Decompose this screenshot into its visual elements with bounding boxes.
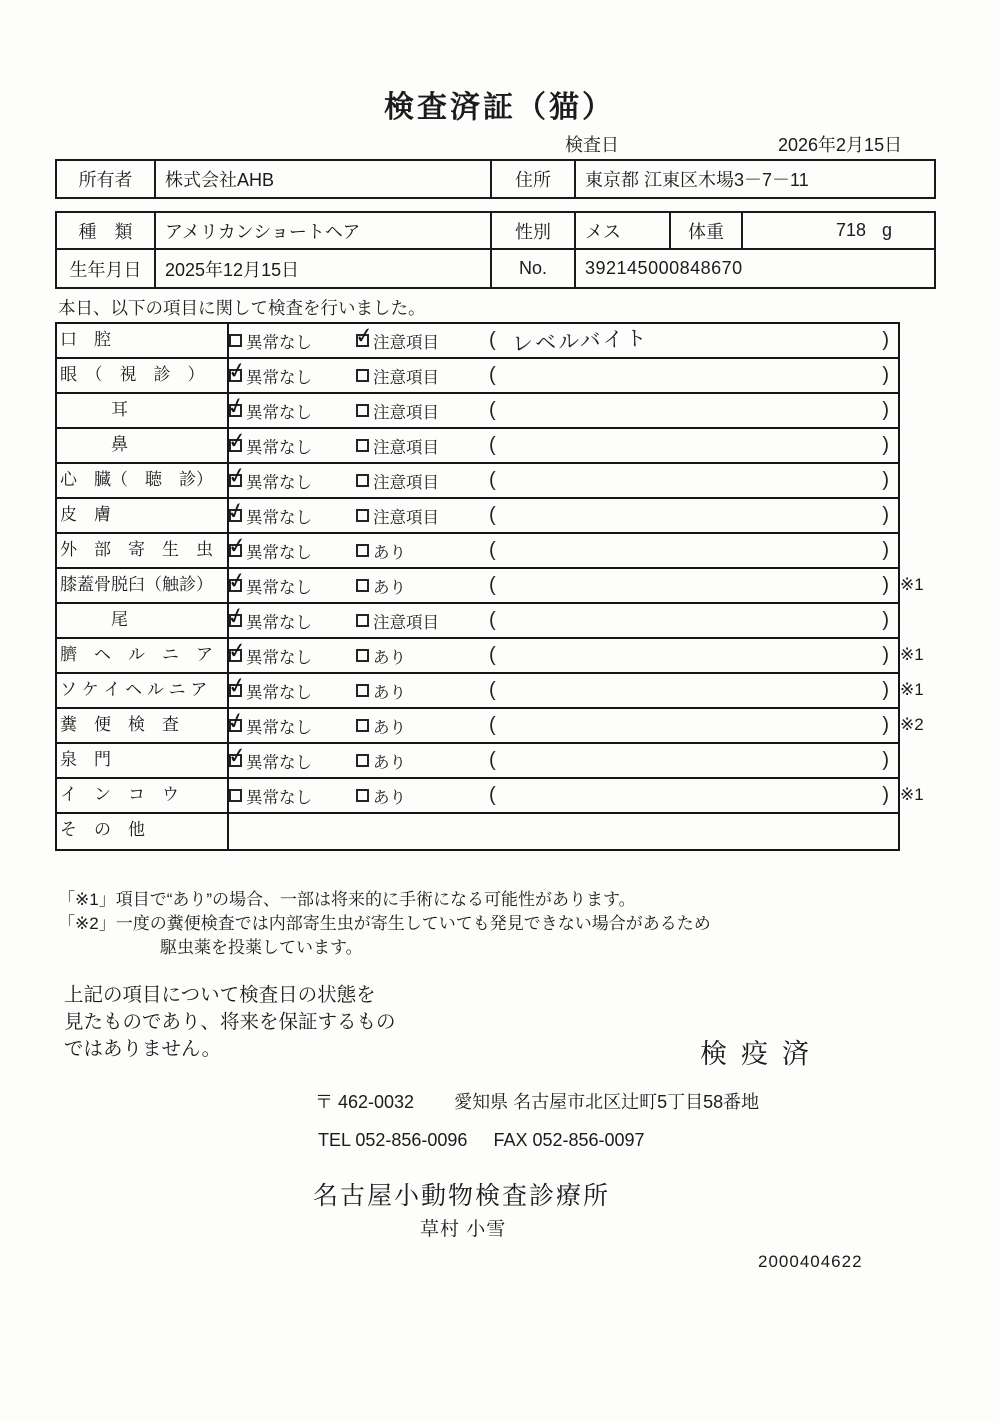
paren-open: ( [489, 714, 496, 736]
paren-open: ( [489, 574, 496, 596]
checkbox-icon [226, 428, 248, 455]
item-label: 耳 [57, 394, 229, 427]
address-label: 住所 [492, 161, 576, 197]
checkbox-icon [223, 392, 249, 422]
examiner-name: 草村 小雪 [420, 1219, 507, 1240]
item-options [229, 814, 898, 849]
paren-close: ) [882, 714, 889, 736]
paren-close: ) [882, 644, 889, 666]
footnote-1: 「※1」項目で“あり”の場合、一部は将来的に手術になる可能性があります。 [58, 890, 636, 909]
item-options [225, 567, 924, 602]
checkbox-icon [223, 707, 249, 737]
checkbox-icon [356, 614, 369, 627]
inspection-row [57, 429, 898, 464]
handwritten-note: レベルバイト [511, 326, 649, 356]
option-normal [226, 533, 356, 563]
document-serial-number: 2000404622 [758, 1252, 863, 1271]
inspection-row [57, 638, 924, 674]
checkbox-icon [226, 743, 248, 770]
option-normal [229, 784, 356, 808]
option-attention [356, 784, 489, 808]
option-attention [353, 323, 489, 353]
clinic-address: 愛知県 名古屋市北区辻町5丁目58番地 [454, 1092, 760, 1112]
checkbox-icon [225, 357, 249, 386]
checkbox-icon [223, 602, 249, 632]
option-label: 異常なし [246, 718, 312, 737]
option-label: あり [373, 683, 406, 702]
item-label: 尾 [57, 604, 229, 637]
option-attention [356, 504, 489, 528]
option-label: 異常なし [246, 613, 312, 632]
clinic-fax: FAX 052-856-0097 [493, 1130, 645, 1150]
inspection-table [55, 322, 924, 851]
checkbox-icon [356, 649, 369, 662]
checkbox-icon [226, 533, 248, 560]
option-attention [356, 749, 489, 773]
checkbox-icon [356, 719, 369, 732]
option-label: あり [373, 788, 406, 807]
owner-value: 株式会社AHB [156, 161, 492, 197]
option-attention [356, 679, 489, 703]
option-normal [225, 672, 356, 703]
item-label: 眼 （ 視 診 ） [57, 359, 229, 392]
weight-value-cell [743, 213, 934, 250]
inspection-row [57, 814, 898, 849]
paren-close: ) [882, 574, 889, 596]
paren-close: ) [882, 329, 889, 351]
option-label: 異常なし [246, 368, 312, 387]
checkbox-icon [356, 369, 369, 382]
footnote-mark: ※1 [900, 575, 924, 594]
breed-value: アメリカンショートヘア [156, 213, 492, 250]
inspection-row [57, 324, 898, 359]
option-normal [223, 707, 356, 738]
check-mark-icon: ✓ [226, 428, 248, 455]
option-label: 異常なし [246, 683, 312, 702]
checkbox-icon [225, 462, 249, 491]
intro-text: 本日、以下の項目に関して検査を行いました。 [58, 298, 426, 318]
item-options [225, 357, 898, 392]
paren-close: ) [882, 609, 889, 631]
footnote-mark: ※1 [900, 680, 924, 699]
paren-close: ) [882, 399, 889, 421]
inspection-row [57, 394, 898, 429]
sex-label: 性別 [492, 213, 576, 250]
check-mark-icon: ✓ [226, 743, 248, 770]
checkbox-icon [356, 579, 369, 592]
item-label: 口 腔 [57, 324, 229, 357]
weight-label: 体重 [671, 213, 743, 250]
checkbox-icon [353, 323, 375, 350]
paren-open: ( [489, 434, 496, 456]
checkbox-icon [356, 509, 369, 522]
inspection-row [57, 779, 924, 814]
paren-open: ( [489, 749, 496, 771]
item-options [223, 707, 924, 742]
option-label: 注意項目 [373, 613, 439, 632]
footnote-mark: ※1 [900, 645, 924, 664]
inspection-date-label: 検査日 [565, 135, 619, 155]
footnote-2: 「※2」一度の糞便検査では内部寄生虫が寄生していても発見できない場合があるため [58, 914, 711, 933]
item-options [225, 672, 924, 707]
option-normal [226, 743, 356, 773]
checkbox-icon [356, 439, 369, 452]
paren-close: ) [882, 749, 889, 771]
checkbox-icon [356, 544, 369, 557]
option-label: あり [373, 753, 406, 772]
paren-open: ( [489, 469, 496, 491]
check-mark-icon: ✓ [225, 357, 249, 386]
owner-table [55, 159, 936, 199]
item-options [223, 602, 898, 637]
option-attention [356, 539, 489, 563]
check-mark-icon: ✓ [225, 462, 249, 491]
option-label: あり [373, 648, 406, 667]
checkbox-icon [225, 567, 249, 596]
option-label: 異常なし [246, 753, 312, 772]
option-label: あり [373, 718, 406, 737]
footnote-mark: ※1 [900, 785, 924, 804]
option-label: 異常なし [246, 333, 312, 352]
clinic-phone-row [318, 1130, 645, 1151]
option-attention [356, 609, 489, 633]
footnote-mark: ※2 [900, 715, 924, 734]
disclaimer-text [64, 982, 396, 1063]
clinic-address-row [315, 1088, 759, 1114]
checkbox-icon [223, 497, 249, 527]
footnote-2-continued: 駆虫薬を投薬しています。 [160, 938, 363, 957]
option-normal [225, 567, 356, 598]
inspection-row [57, 534, 898, 569]
birthdate-value: 2025年12月15日 [156, 250, 492, 287]
inspection-row [57, 604, 898, 639]
item-options [226, 638, 924, 672]
option-normal [229, 329, 356, 353]
document-title: 検査済証（猫） [384, 91, 615, 124]
paren-close: ) [882, 679, 889, 701]
check-mark-icon: ✓ [225, 567, 249, 596]
weight-unit: g [881, 220, 892, 240]
paren-open: ( [489, 539, 496, 561]
item-options [226, 428, 898, 462]
item-options [229, 324, 898, 357]
microchip-no-value: 392145000848670 [585, 258, 743, 278]
item-label: 皮 膚 [57, 499, 229, 532]
paren-open: ( [489, 329, 496, 351]
option-label: あり [373, 543, 406, 562]
check-mark-icon: ✓ [223, 602, 249, 632]
item-options [225, 462, 898, 497]
option-label: 異常なし [246, 578, 312, 597]
option-normal [223, 602, 356, 633]
option-label: 異常なし [246, 508, 312, 527]
option-attention [356, 364, 489, 388]
option-label: 注意項目 [373, 438, 439, 457]
option-label: 異常なし [246, 648, 312, 667]
inspection-row [57, 707, 924, 744]
option-normal [225, 462, 356, 493]
clinic-tel: TEL 052-856-0096 [318, 1130, 468, 1150]
item-label: 鼻 [57, 429, 229, 462]
paren-open: ( [489, 784, 496, 806]
pet-info-table [55, 211, 936, 289]
option-label: 注意項目 [373, 333, 439, 352]
weight-value: 718 [835, 220, 866, 240]
option-label: 異常なし [246, 403, 312, 422]
item-options [226, 743, 898, 777]
option-label: 異常なし [246, 788, 312, 807]
paren-close: ) [882, 469, 889, 491]
option-attention [356, 714, 489, 738]
checkbox-icon [229, 334, 242, 347]
item-label: 心 臓（ 聴 診） [57, 464, 229, 497]
option-attention [356, 574, 489, 598]
item-options [229, 779, 924, 812]
microchip-no-label: No. [492, 250, 576, 287]
option-label: 注意項目 [373, 368, 439, 387]
breed-label: 種 類 [57, 213, 156, 250]
item-label: ソ ケ イ ヘ ル ニ ア [57, 674, 229, 707]
paren-open: ( [489, 364, 496, 386]
paren-close: ) [882, 539, 889, 561]
option-label: 異常なし [246, 473, 312, 492]
inspection-row [57, 499, 898, 534]
inspection-row [57, 359, 898, 394]
birthdate-label: 生年月日 [57, 250, 156, 287]
item-options [223, 392, 898, 427]
option-normal [226, 428, 356, 458]
inspection-row [57, 672, 924, 709]
checkbox-icon [225, 672, 249, 701]
item-label: 糞 便 検 査 [57, 709, 229, 742]
option-normal [223, 497, 356, 528]
paren-close: ) [882, 434, 889, 456]
paren-open: ( [489, 679, 496, 701]
checkbox-icon [229, 789, 242, 802]
checkbox-icon [356, 474, 369, 487]
item-label: そ の 他 [57, 814, 229, 849]
option-attention [356, 469, 489, 493]
owner-label: 所有者 [57, 161, 156, 197]
disclaimer-line-2: 見たものであり、将来を保証するもの [64, 1011, 396, 1033]
option-attention [356, 644, 489, 668]
checkbox-icon [356, 754, 369, 767]
paren-close: ) [882, 784, 889, 806]
address-value: 東京都 江東区木場3－7－11 [585, 170, 809, 190]
option-normal [226, 638, 356, 668]
checkbox-icon [356, 684, 369, 697]
paren-open: ( [489, 609, 496, 631]
option-attention [356, 434, 489, 458]
check-mark-icon: ✓ [226, 638, 248, 665]
item-options [223, 497, 898, 532]
option-label: 注意項目 [373, 508, 439, 527]
quarantine-stamp: 検疫済 [700, 1039, 823, 1069]
checkbox-icon [356, 404, 369, 417]
item-label: 臍 ヘ ル ニ ア [57, 639, 229, 672]
check-mark-icon: ✓ [226, 533, 248, 560]
check-mark-icon: ✓ [225, 672, 249, 701]
check-mark-icon: ✓ [223, 707, 249, 737]
checkbox-icon [356, 789, 369, 802]
paren-close: ) [882, 504, 889, 526]
paren-open: ( [489, 399, 496, 421]
item-options [226, 533, 898, 567]
inspection-row [57, 464, 898, 499]
item-label: イ ン コ ウ [57, 779, 229, 812]
option-label: 注意項目 [373, 473, 439, 492]
checkbox-icon [226, 638, 248, 665]
inspection-date-value: 2026年2月15日 [778, 135, 903, 155]
check-mark-icon: ✓ [353, 323, 375, 350]
check-mark-icon: ✓ [223, 392, 249, 422]
option-normal [225, 357, 356, 388]
disclaimer-line-3: ではありません。 [64, 1038, 222, 1060]
disclaimer-line-1: 上記の項目について検査日の状態を [64, 984, 376, 1006]
clinic-postal-code: 〒 462-0032 [315, 1092, 415, 1112]
paren-open: ( [489, 504, 496, 526]
option-label: 異常なし [246, 543, 312, 562]
option-label: 異常なし [246, 438, 312, 457]
item-label: 膝蓋骨脱臼（触診） [57, 569, 229, 602]
inspection-row [57, 744, 898, 779]
paren-open: ( [489, 644, 496, 666]
paren-close: ) [882, 364, 889, 386]
item-label: 外 部 寄 生 虫 [57, 534, 229, 567]
inspection-row [57, 567, 924, 604]
option-attention [356, 399, 489, 423]
option-label: 注意項目 [373, 403, 439, 422]
sex-value: メス [576, 213, 671, 250]
clinic-name: 名古屋小動物検査診療所 [313, 1182, 611, 1210]
option-label: あり [373, 578, 406, 597]
item-label: 泉 門 [57, 744, 229, 777]
option-normal [223, 392, 356, 423]
check-mark-icon: ✓ [223, 497, 249, 527]
